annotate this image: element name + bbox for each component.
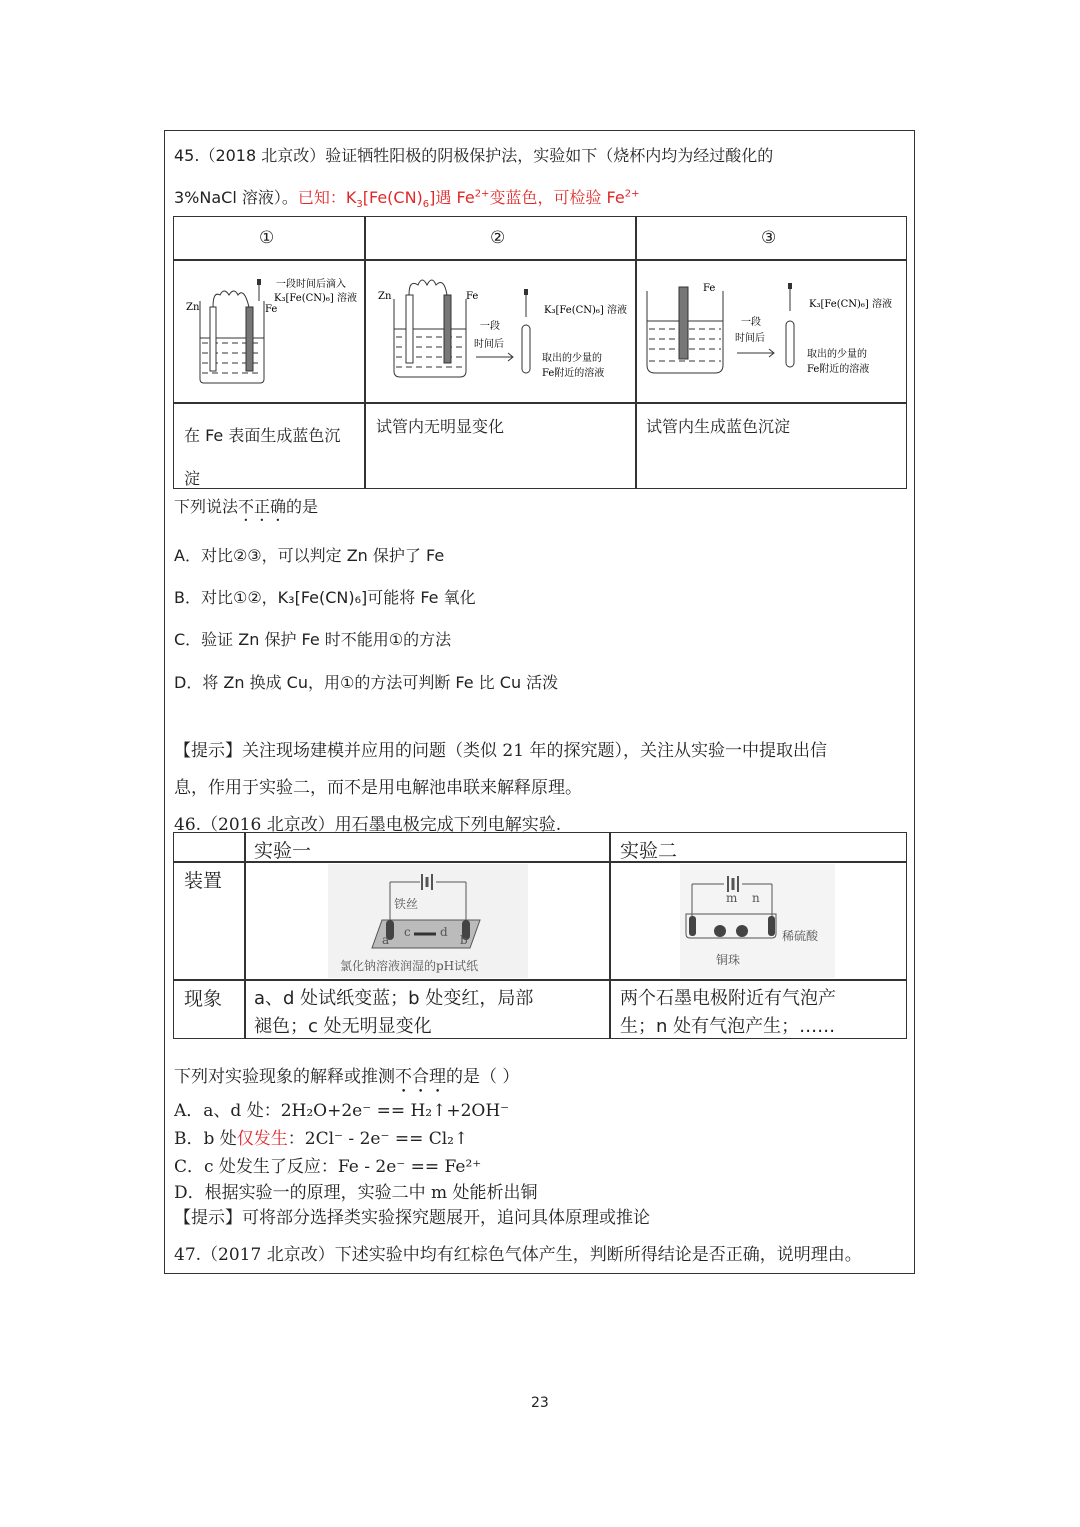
col-exp1: 实验一 — [254, 840, 312, 862]
diagram-3 — [637, 261, 905, 401]
svg-text:a: a — [382, 933, 390, 947]
svg-text:一段时间后滴入: 一段时间后滴入 — [276, 279, 346, 290]
q45-prompt: 下列说法不正确的是 — [174, 497, 319, 516]
svg-text:b: b — [460, 933, 468, 947]
svg-text:Fe: Fe — [466, 291, 479, 302]
row-phenomenon: 现象 — [184, 988, 223, 1010]
result-1: 在 Fe 表面生成蓝色沉淀 — [184, 426, 341, 488]
q45-line2-text: 3%NaCl 溶液）。 — [174, 188, 298, 207]
svg-text:n: n — [752, 891, 760, 905]
q46-prompt: 下列对实验现象的解释或推测不合理的是（ ） — [174, 1067, 520, 1087]
result-2: 试管内无明显变化 — [376, 417, 505, 436]
svg-text:c: c — [404, 925, 411, 939]
col-exp2: 实验二 — [620, 840, 678, 862]
svg-text:K₃[Fe(CN)₆] 溶液: K₃[Fe(CN)₆] 溶液 — [274, 293, 357, 304]
svg-text:K₃[Fe(CN)₆] 溶液: K₃[Fe(CN)₆] 溶液 — [809, 299, 892, 310]
row-device: 装置 — [184, 870, 223, 892]
table-header-1: ① — [259, 228, 275, 248]
table-header-2: ② — [490, 228, 506, 248]
page-number: 23 — [531, 1395, 549, 1411]
q45-option-a: A．对比②③，可以判定 Zn 保护了 Fe — [174, 546, 445, 565]
svg-text:时间后: 时间后 — [474, 339, 504, 350]
q45-hint-1: 【提示】关注现场建模并应用的问题（类似 21 年的探究题），关注从实验一中提取出信 — [174, 741, 827, 761]
q46-option-a: A．a、d 处：2H₂O+2e⁻ == H₂↑+2OH⁻ — [174, 1101, 510, 1121]
svg-text:氯化钠溶液润湿的pH试纸: 氯化钠溶液润湿的pH试纸 — [340, 959, 479, 973]
q45-known-note: 已知：$K_3[Fe(CN)_6]$遇 $Fe^{2+}$变蓝色，可检验 $Fe^{2+}$ — [297, 188, 640, 211]
svg-text:铜珠: 铜珠 — [716, 953, 741, 967]
q45-option-c: C．验证 Zn 保护 Fe 时不能用①的方法 — [174, 630, 452, 649]
q45-option-b: B．对比①②，K₃[Fe(CN)₆]可能将 Fe 氧化 — [174, 588, 476, 607]
svg-text:m: m — [726, 891, 738, 905]
svg-text:稀硫酸: 稀硫酸 — [782, 929, 819, 943]
q46-hint: 【提示】可将部分选择类实验探究题展开，追问具体原理或推论 — [174, 1208, 650, 1228]
exp1-diagram — [328, 864, 528, 978]
svg-text:Fe: Fe — [703, 283, 716, 294]
q46-option-b: B．b 处仅发生：2Cl⁻ - 2e⁻ == Cl₂↑ — [174, 1129, 469, 1149]
q45-option-d: D．将 Zn 换成 Cu，用①的方法可判断 Fe 比 Cu 活泼 — [174, 673, 559, 692]
q45-line2 — [174, 185, 639, 210]
q46-title: 46.（2016 北京改）用石墨电极完成下列电解实验. — [174, 815, 562, 835]
phen-exp1-1: a、d 处试纸变蓝；b 处变红，局部 — [254, 988, 534, 1009]
phen-exp1-2: 褪色；c 处无明显变化 — [254, 1016, 432, 1037]
svg-text:d: d — [440, 925, 448, 939]
diagram-1 — [174, 261, 364, 401]
svg-text:取出的少量的: 取出的少量的 — [807, 349, 867, 360]
q46-option-d: D．根据实验一的原理，实验二中 m 处能析出铜 — [174, 1183, 538, 1203]
svg-text:取出的少量的: 取出的少量的 — [542, 353, 602, 364]
svg-text:一段: 一段 — [741, 317, 761, 328]
svg-text:一段: 一段 — [480, 321, 500, 332]
phen-exp2-2: 生；n 处有气泡产生；…… — [620, 1016, 836, 1037]
q45-line1: 45.（2018 北京改）验证牺牲阳极的阴极保护法，实验如下（烧杯内均为经过酸化的 — [174, 146, 774, 165]
svg-text:Fe: Fe — [265, 304, 278, 315]
svg-text:Zn: Zn — [378, 291, 392, 302]
exp2-diagram — [680, 864, 835, 978]
q46-option-c: C．c 处发生了反应：Fe - 2e⁻ == Fe²⁺ — [174, 1157, 482, 1177]
svg-text:时间后: 时间后 — [735, 333, 765, 344]
phen-exp2-1: 两个石墨电极附近有气泡产 — [620, 988, 836, 1009]
svg-text:Fe附近的溶液: Fe附近的溶液 — [542, 368, 605, 379]
q47-title: 47.（2017 北京改）下述实验中均有红棕色气体产生，判断所得结论是否正确，说明理由。 — [174, 1245, 862, 1265]
svg-text:铁丝: 铁丝 — [394, 897, 419, 911]
q45-hint-2: 息，作用于实验二，而不是用电解池串联来解释原理。 — [174, 778, 582, 798]
diagram-2 — [366, 261, 634, 401]
svg-text:Zn: Zn — [186, 302, 200, 313]
table-header-3: ③ — [761, 228, 777, 248]
svg-text:K₃[Fe(CN)₆] 溶液: K₃[Fe(CN)₆] 溶液 — [544, 305, 627, 316]
svg-text:Fe附近的溶液: Fe附近的溶液 — [807, 364, 870, 375]
result-3: 试管内生成蓝色沉淀 — [646, 417, 791, 436]
